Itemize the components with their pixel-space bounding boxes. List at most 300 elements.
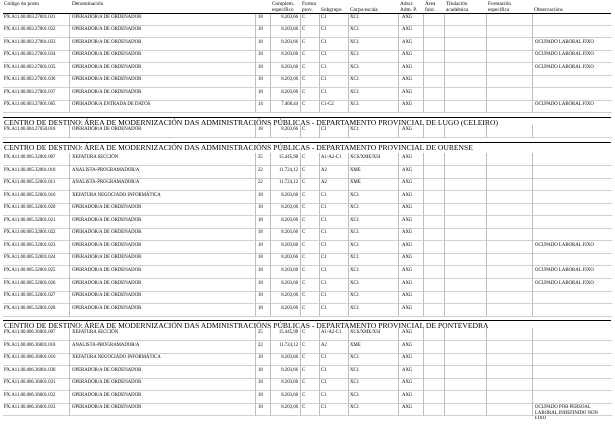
column-separator	[532, 153, 533, 316]
cell-denominacion: XEFATURA NEGOCIADO INFORMÁTICA	[72, 192, 161, 198]
cell-code: PX.A11.00.005.32001.010	[4, 167, 56, 173]
cell-nivel: 18	[258, 192, 263, 198]
cell-subgrupo: A1-A2-C1	[321, 330, 342, 335]
cell-corpo: XC1	[350, 367, 360, 373]
column-separator	[319, 328, 320, 416]
cell-code: PX.A11.00.005.32001.028	[4, 305, 56, 311]
cell-denominacion: OPERADOR/A DE ORDENADOR	[72, 242, 142, 248]
cell-complemento: 8.203,66	[281, 405, 298, 411]
cell-forma: C	[302, 392, 306, 398]
cell-forma: C	[302, 167, 306, 173]
cell-corpo: XC1	[350, 39, 360, 45]
table-row	[0, 15, 615, 25]
cell-forma: C	[302, 293, 306, 299]
cell-nivel: 18	[258, 52, 263, 58]
column-separator	[270, 125, 271, 138]
cell-corpo: XME	[350, 342, 361, 348]
cell-code: PX.A11.00.005.32001.020	[4, 205, 56, 211]
table-row	[0, 205, 615, 215]
cell-denominacion: OPERADOR/A DE ORDENADOR	[72, 39, 142, 45]
column-separator	[319, 13, 320, 113]
cell-observacions: OCUPADO POR PERSOAL LABORAL INDEFINIDO NON FIXO	[535, 405, 598, 422]
centro-label: CENTRO DE DESTINO:	[4, 143, 83, 152]
cell-denominacion: OPERADOR/A DE ORDENADOR	[72, 280, 142, 286]
cell-observacions: OCUPADO LABORAL FIXO	[535, 52, 594, 58]
cell-denominacion: OPERADOR/A DE ORDENADOR	[72, 255, 142, 261]
column-separator	[444, 153, 445, 316]
column-separator	[255, 328, 256, 416]
column-separator	[300, 153, 301, 316]
cell-adscricion: AXG	[402, 52, 413, 58]
cell-complemento: 11.724,12	[278, 342, 298, 348]
header-complemento: Complem. específico	[272, 1, 295, 14]
cell-subgrupo: C1	[321, 14, 327, 20]
cell-nivel: 18	[258, 305, 263, 311]
cell-subgrupo: C1	[321, 205, 327, 211]
cell-complemento: 11.724,12	[278, 167, 298, 173]
table-row	[0, 368, 615, 378]
cell-adscricion: AXG	[402, 342, 413, 348]
cell-subgrupo: A2	[321, 180, 327, 186]
column-separator	[255, 13, 256, 113]
column-separator	[486, 328, 487, 416]
cell-subgrupo: C1	[321, 305, 327, 311]
cell-denominacion: OPERADOR/A DE ORDENADOR	[72, 127, 142, 132]
cell-complemento: 8.203,66	[281, 392, 298, 398]
cell-code: PX.A11.00.003.27001.037	[4, 89, 56, 95]
cell-subgrupo: A1-A2-C1	[321, 155, 342, 160]
cell-code: PX.A11.00.005.32001.026	[4, 280, 56, 286]
cell-denominacion: XEFATURA SECCIÓN	[72, 155, 119, 160]
column-separator	[270, 153, 271, 316]
cell-forma: C	[302, 367, 306, 373]
column-separator	[348, 328, 349, 416]
header-adscricion: Adscr. Adm. P.	[400, 1, 417, 14]
cell-observacions: OCUPADO LABORAL FIXO	[535, 102, 594, 108]
table-row	[0, 77, 615, 87]
cell-corpo: XC1	[350, 280, 360, 286]
cell-code: PX.A11.00.006.36001.007	[4, 330, 56, 335]
centro-name: ÁREA DE MODERNIZACIÓN DAS ADMINISTRACIÓNS PÚBLICAS - DEPARTAMENTO PROVINCIAL DE OURENSE	[84, 143, 473, 152]
cell-nivel: 14	[258, 102, 263, 108]
cell-subgrupo: A2	[321, 342, 327, 348]
cell-complemento: 8.203,66	[281, 367, 298, 373]
cell-complemento: 8.203,66	[281, 217, 298, 223]
table-row	[0, 293, 615, 303]
cell-subgrupo: C1	[321, 39, 327, 45]
column-separator	[398, 125, 399, 138]
column-separator	[69, 13, 70, 113]
cell-subgrupo: C1	[321, 192, 327, 198]
column-separator	[398, 13, 399, 113]
cell-subgrupo: C1	[321, 127, 327, 132]
header-formacion: Formación específica	[488, 1, 511, 14]
table-row	[0, 40, 615, 50]
cell-forma: C	[302, 180, 306, 186]
column-separator	[398, 328, 399, 416]
cell-adscricion: AXG	[402, 102, 413, 108]
header-denominacion: Denominación	[72, 1, 104, 7]
cell-adscricion: AXG	[402, 64, 413, 70]
cell-corpo: XC1	[350, 405, 360, 411]
cell-complemento: 8.203,66	[281, 267, 298, 273]
cell-code: PX.A11.00.005.32001.011	[4, 180, 56, 186]
table-row	[0, 243, 615, 253]
cell-corpo: XC1	[350, 267, 360, 273]
column-separator	[486, 125, 487, 138]
column-separator	[444, 13, 445, 113]
column-separator	[69, 328, 70, 416]
cell-subgrupo: C1	[321, 89, 327, 95]
cell-forma: C	[302, 89, 306, 95]
cell-nivel: 18	[258, 27, 263, 33]
cell-corpo: XC1	[350, 380, 360, 386]
column-separator	[348, 153, 349, 316]
table-row	[0, 155, 615, 165]
cell-subgrupo: A2	[321, 167, 327, 173]
column-separator	[444, 125, 445, 138]
cell-code: PX.A11.00.005.32001.023	[4, 242, 56, 248]
cell-code: PX.A11.00.004.27050.010	[4, 127, 56, 132]
cell-complemento: 8.203,66	[281, 27, 298, 33]
cell-denominacion: OPERADOR/A DE ORDENADOR	[72, 380, 142, 386]
cell-nivel: 22	[258, 342, 263, 348]
cell-adscricion: AXG	[402, 205, 413, 211]
cell-forma: C	[302, 217, 306, 223]
cell-denominacion: OPERADOR/A DE ORDENADOR	[72, 293, 142, 299]
cell-nivel: 18	[258, 392, 263, 398]
header-nivel	[256, 0, 265, 1]
cell-denominacion: OPERADOR/A DE ORDENADOR	[72, 367, 142, 373]
cell-observacions: OCUPADO LABORAL FIXO	[535, 64, 594, 70]
cell-denominacion: OPERADOR/A DE ORDENADOR	[72, 392, 142, 398]
cell-subgrupo: C1	[321, 64, 327, 70]
cell-code: PX.A11.00.003.27001.036	[4, 77, 56, 83]
cell-complemento: 7.468,44	[281, 102, 298, 108]
cell-nivel: 22	[258, 167, 263, 173]
cell-subgrupo: C1	[321, 355, 327, 361]
cell-denominacion: OPERADOR/A DE ORDENADOR	[72, 217, 142, 223]
cell-code: PX.A11.00.005.32001.021	[4, 217, 56, 223]
cell-corpo: XC1	[350, 102, 360, 108]
cell-code: PX.A11.00.003.27001.065	[4, 102, 56, 108]
cell-code: PX.A11.00.006.36001.031	[4, 380, 56, 386]
centro-name: ÁREA DE MODERNIZACIÓN DAS ADMINISTRACIÓNS PÚBLICAS - DEPARTAMENTO PROVINCIAL DE PONTEVEDRA	[84, 321, 489, 330]
cell-adscricion: AXG	[402, 355, 413, 361]
cell-forma: C	[302, 52, 306, 58]
centro-label: CENTRO DE DESTINO:	[4, 321, 83, 330]
cell-code: PX.A11.00.005.32001.027	[4, 293, 56, 299]
cell-subgrupo: C1	[321, 255, 327, 261]
cell-forma: C	[302, 405, 306, 411]
column-separator	[486, 13, 487, 113]
cell-forma: C	[302, 127, 306, 132]
cell-nivel: 18	[258, 405, 263, 411]
header-codigo: Código do posto	[4, 1, 40, 7]
cell-corpo: XC1	[350, 293, 360, 299]
cell-nivel: 18	[258, 230, 263, 236]
cell-corpo: XC1	[350, 392, 360, 398]
cell-denominacion: XEFATURA NEGOCIADO INFORMÁTICA	[72, 355, 161, 361]
cell-nivel: 18	[258, 64, 263, 70]
cell-corpo: XC1	[350, 89, 360, 95]
table-row	[0, 193, 615, 203]
cell-forma: C	[302, 192, 306, 198]
cell-corpo: XCS/XME/XSI	[350, 330, 381, 335]
column-separator	[300, 13, 301, 113]
cell-denominacion: OPERADOR/A DE ORDENADOR	[72, 405, 142, 411]
cell-complemento: 8.203,66	[281, 305, 298, 311]
cell-adscricion: AXG	[402, 242, 413, 248]
cell-observacions: OCUPADO LABORAL FIXO	[535, 267, 594, 273]
table-row	[0, 90, 615, 100]
cell-forma: C	[302, 230, 306, 236]
cell-complemento: 15.445,98	[278, 330, 298, 335]
cell-nivel: 18	[258, 217, 263, 223]
cell-forma: C	[302, 255, 306, 261]
cell-nivel: 25	[258, 155, 263, 160]
cell-corpo: XC1	[350, 305, 360, 311]
cell-nivel: 18	[258, 77, 263, 83]
cell-code: PX.A11.00.006.36001.010	[4, 342, 56, 348]
centro-name: ÁREA DE MODERNIZACIÓN DAS ADMINISTRACIÓNS PÚBLICAS - DEPARTAMENTO PROVINCIAL DE LUGO (CELEIRO)	[84, 118, 498, 127]
cell-complemento: 8.203,66	[281, 380, 298, 386]
column-separator	[270, 13, 271, 113]
cell-subgrupo: C1	[321, 405, 327, 411]
cell-forma: C	[302, 102, 306, 108]
cell-code: PX.A11.00.003.27001.034	[4, 52, 56, 58]
cell-subgrupo: C1	[321, 367, 327, 373]
column-separator	[348, 125, 349, 138]
cell-nivel: 18	[258, 293, 263, 299]
cell-observacions: OCUPADO LABORAL FIXO	[535, 280, 594, 286]
cell-code: PX.A11.00.005.32001.025	[4, 267, 56, 273]
cell-adscricion: AXG	[402, 155, 413, 160]
header-titulacion: Titulación académica	[446, 1, 469, 14]
table-row	[0, 180, 615, 190]
header-subgrupo: Subgrupo	[321, 7, 342, 13]
section-rule	[3, 13, 611, 14]
cell-subgrupo: C1	[321, 77, 327, 83]
cell-adscricion: AXG	[402, 330, 413, 335]
cell-adscricion: AXG	[402, 39, 413, 45]
cell-nivel: 18	[258, 205, 263, 211]
cell-observacions: OCUPADO LABORAL FIXO	[535, 39, 594, 45]
cell-denominacion: OPERADOR/A DE ORDENADOR	[72, 14, 142, 20]
column-separator	[532, 328, 533, 416]
cell-denominacion: XEFATURA SECCIÓN	[72, 330, 119, 335]
table-row	[0, 218, 615, 228]
column-separator	[319, 153, 320, 316]
cell-adscricion: AXG	[402, 280, 413, 286]
cell-denominacion: ANALISTA-PROGRAMADOR/A	[72, 167, 140, 173]
cell-adscricion: AXG	[402, 14, 413, 20]
cell-adscricion: AXG	[402, 217, 413, 223]
column-separator	[486, 153, 487, 316]
cell-forma: C	[302, 242, 306, 248]
table-row	[0, 281, 615, 291]
cell-denominacion: OPERADOR/A DE ORDENADOR	[72, 77, 142, 83]
table-row	[0, 230, 615, 240]
header-corpo: Corpo/escala	[350, 7, 378, 13]
cell-denominacion: OPERADOR/A DE ORDENADOR	[72, 27, 142, 33]
table-row	[0, 27, 615, 37]
column-separator	[444, 328, 445, 416]
cell-corpo: XC1	[350, 255, 360, 261]
cell-forma: C	[302, 14, 306, 20]
cell-corpo: XC1	[350, 192, 360, 198]
cell-denominacion: OPERADOR/A DE ORDENADOR	[72, 89, 142, 95]
table-row	[0, 65, 615, 75]
cell-denominacion: OPERADOR/A DE ORDENADOR	[72, 205, 142, 211]
cell-forma: C	[302, 380, 306, 386]
table-row	[0, 380, 615, 390]
cell-code: PX.A11.00.003.27001.032	[4, 27, 56, 33]
column-separator	[300, 328, 301, 416]
table-row	[0, 102, 615, 112]
table-row	[0, 127, 615, 137]
cell-complemento: 8.203,66	[281, 77, 298, 83]
cell-adscricion: AXG	[402, 89, 413, 95]
column-separator	[532, 125, 533, 138]
cell-adscricion: AXG	[402, 167, 413, 173]
cell-denominacion: OPERADOR/A DE ORDENADOR	[72, 52, 142, 58]
cell-nivel: 18	[258, 355, 263, 361]
column-separator	[69, 125, 70, 138]
table-row	[0, 330, 615, 340]
cell-forma: C	[302, 155, 306, 160]
cell-complemento: 8.203,66	[281, 52, 298, 58]
cell-forma: C	[302, 355, 306, 361]
column-separator	[423, 125, 424, 138]
column-separator	[270, 328, 271, 416]
cell-forma: C	[302, 330, 306, 335]
column-separator	[423, 153, 424, 316]
cell-forma: C	[302, 77, 306, 83]
cell-complemento: 8.203,66	[281, 255, 298, 261]
cell-nivel: 18	[258, 380, 263, 386]
cell-nivel: 18	[258, 39, 263, 45]
cell-nivel: 22	[258, 180, 263, 186]
cell-nivel: 18	[258, 267, 263, 273]
cell-nivel: 18	[258, 255, 263, 261]
cell-forma: C	[302, 27, 306, 33]
cell-nivel: 18	[258, 127, 263, 132]
cell-code: PX.A11.00.005.32001.022	[4, 230, 56, 236]
cell-forma: C	[302, 39, 306, 45]
column-separator	[319, 125, 320, 138]
cell-corpo: XC1	[350, 14, 360, 20]
column-separator	[348, 13, 349, 113]
cell-complemento: 8.203,66	[281, 39, 298, 45]
cell-denominacion: ANALISTA-PROGRAMADOR/A	[72, 180, 140, 186]
cell-adscricion: AXG	[402, 392, 413, 398]
column-separator	[423, 13, 424, 113]
cell-adscricion: AXG	[402, 230, 413, 236]
cell-code: PX.A11.00.006.36001.033	[4, 405, 56, 411]
cell-code: PX.A11.00.006.36001.030	[4, 367, 56, 373]
column-separator	[532, 13, 533, 113]
cell-corpo: XC1	[350, 355, 360, 361]
cell-complemento: 8.203,66	[281, 205, 298, 211]
cell-complemento: 8.203,66	[281, 192, 298, 198]
cell-nivel: 18	[258, 89, 263, 95]
cell-nivel: 18	[258, 14, 263, 20]
cell-complemento: 8.203,66	[281, 14, 298, 20]
cell-forma: C	[302, 280, 306, 286]
cell-nivel: 18	[258, 242, 263, 248]
cell-complemento: 8.203,66	[281, 89, 298, 95]
cell-adscricion: AXG	[402, 405, 413, 411]
cell-nivel: 18	[258, 280, 263, 286]
cell-corpo: XCS/XME/XSI	[350, 155, 381, 160]
cell-subgrupo: C1	[321, 230, 327, 236]
cell-forma: C	[302, 342, 306, 348]
cell-adscricion: AXG	[402, 255, 413, 261]
cell-nivel: 25	[258, 330, 263, 335]
cell-denominacion: OPERADOR/A ENTRADA DE DATOS	[72, 102, 151, 108]
cell-code: PX.A11.00.005.32001.016	[4, 192, 56, 198]
cell-adscricion: AXG	[402, 267, 413, 273]
cell-code: PX.A11.00.005.32001.024	[4, 255, 56, 261]
cell-complemento: 11.724,12	[278, 180, 298, 186]
header-observacions: Observacións	[534, 7, 563, 13]
cell-complemento: 8.203,66	[281, 230, 298, 236]
cell-corpo: XME	[350, 167, 361, 173]
cell-adscricion: AXG	[402, 127, 413, 132]
cell-subgrupo: C1	[321, 27, 327, 33]
cell-adscricion: AXG	[402, 27, 413, 33]
cell-denominacion: OPERADOR/A DE ORDENADOR	[72, 230, 142, 236]
cell-subgrupo: C1	[321, 52, 327, 58]
cell-subgrupo: C1	[321, 280, 327, 286]
cell-corpo: XC1	[350, 27, 360, 33]
column-separator	[300, 125, 301, 138]
table-row	[0, 393, 615, 403]
column-separator	[255, 153, 256, 316]
cell-complemento: 15.445,98	[278, 155, 298, 160]
cell-adscricion: AXG	[402, 77, 413, 83]
table-row	[0, 52, 615, 62]
cell-code: PX.A11.00.006.36001.016	[4, 355, 56, 361]
cell-subgrupo: C1	[321, 380, 327, 386]
table-row	[0, 355, 615, 365]
header-forma: Forma prov.	[302, 1, 316, 14]
cell-forma: C	[302, 205, 306, 211]
cell-observacions: OCUPADO LABORAL FIXO	[535, 242, 594, 248]
cell-forma: C	[302, 267, 306, 273]
cell-complemento: 8.203,66	[281, 280, 298, 286]
cell-complemento: 8.203,66	[281, 242, 298, 248]
table-row	[0, 343, 615, 353]
cell-forma: C	[302, 64, 306, 70]
cell-corpo: XC1	[350, 127, 360, 132]
cell-denominacion: OPERADOR/A DE ORDENADOR	[72, 64, 142, 70]
cell-complemento: 8.203,66	[281, 293, 298, 299]
cell-denominacion: ANALISTA-PROGRAMADOR/A	[72, 342, 140, 348]
header-area: Área func.	[425, 1, 436, 14]
cell-corpo: XC1	[350, 230, 360, 236]
cell-adscricion: AXG	[402, 380, 413, 386]
cell-complemento: 8.203,66	[281, 355, 298, 361]
cell-nivel: 18	[258, 367, 263, 373]
cell-code: PX.A11.00.003.27001.035	[4, 64, 56, 70]
table-row	[0, 268, 615, 278]
column-separator	[423, 328, 424, 416]
column-separator	[255, 125, 256, 138]
cell-code: PX.A11.00.005.32001.007	[4, 155, 56, 160]
table-row	[0, 255, 615, 265]
